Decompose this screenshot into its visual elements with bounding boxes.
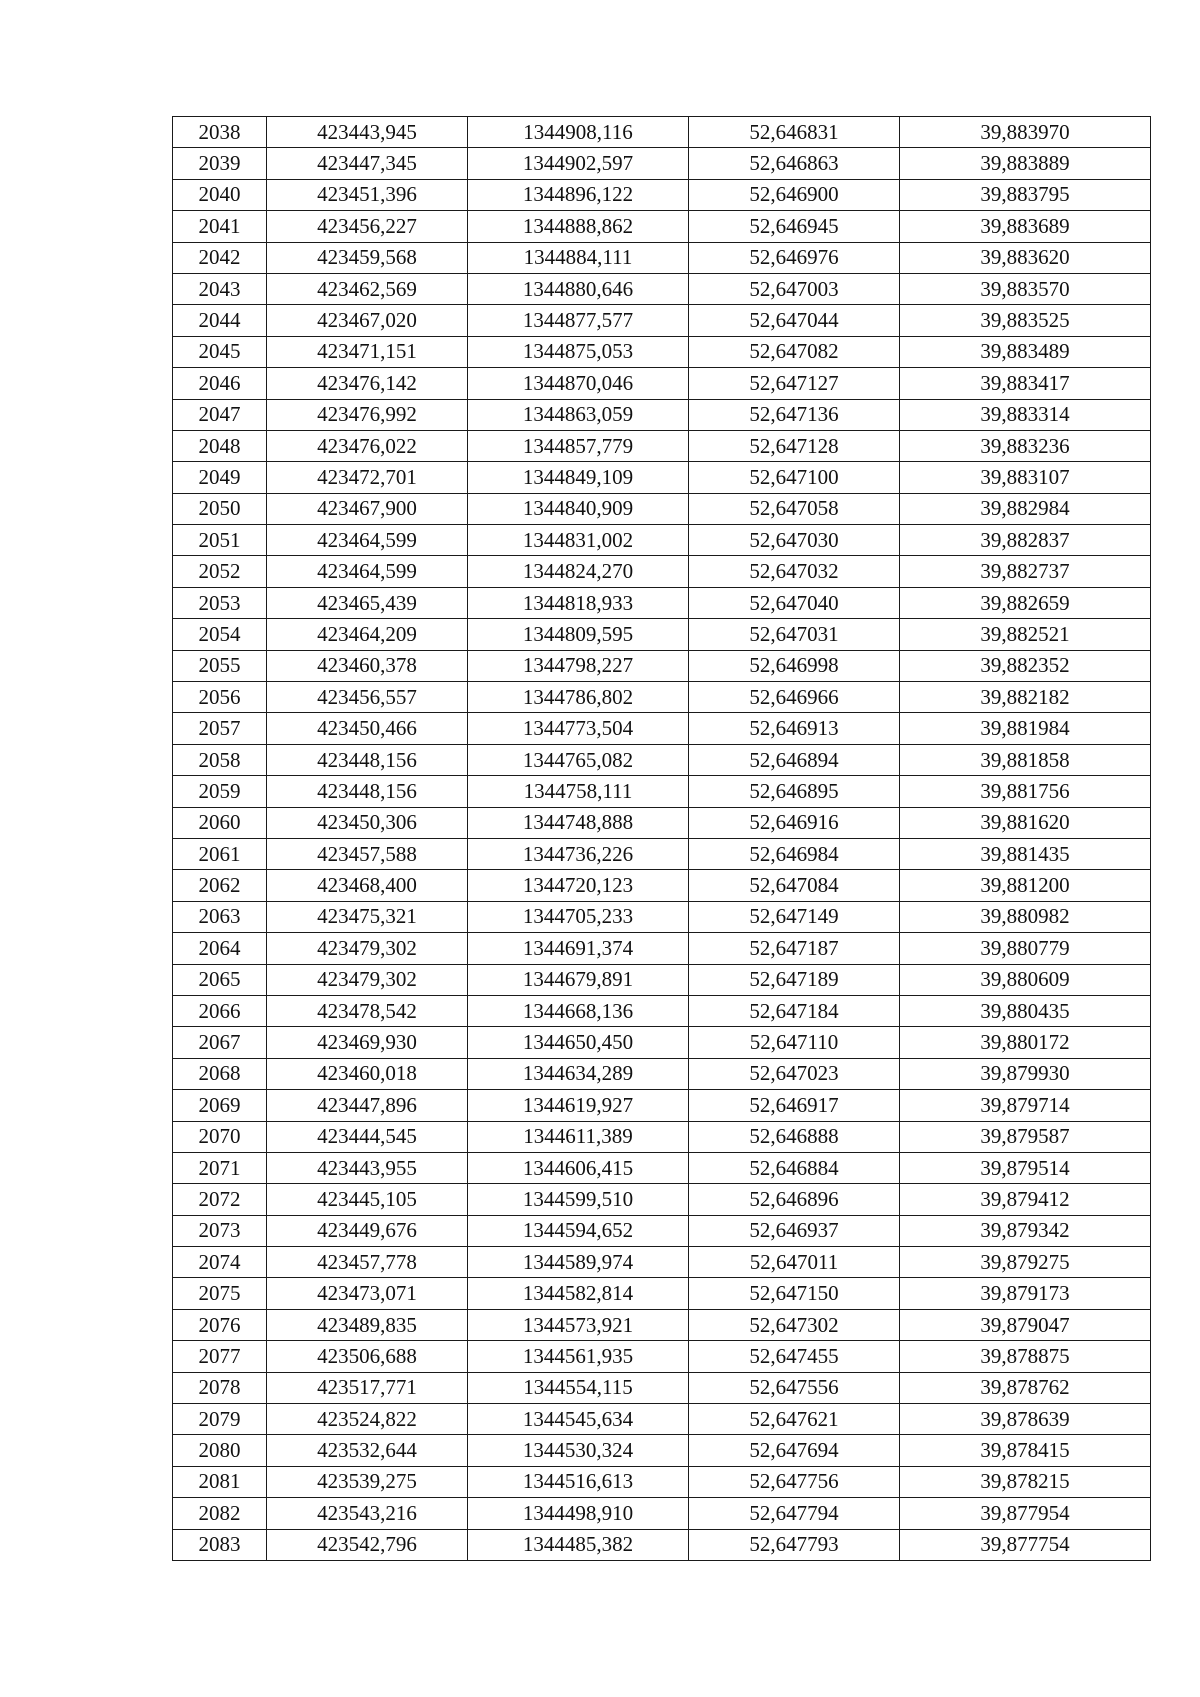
x-coordinate-cell: 423506,688 [267,1341,468,1372]
table-row [173,1404,1151,1435]
table-row [173,1152,1151,1183]
longitude-cell: 39,883489 [900,336,1151,367]
x-coordinate-cell: 423448,156 [267,744,468,775]
latitude-cell: 52,646976 [689,242,900,273]
table-row [173,744,1151,775]
x-coordinate-cell: 423456,227 [267,211,468,242]
x-coordinate-cell: 423467,020 [267,305,468,336]
y-coordinate-cell: 1344561,935 [468,1341,689,1372]
x-coordinate-cell: 423451,396 [267,179,468,210]
y-coordinate-cell: 1344530,324 [468,1435,689,1466]
latitude-cell: 52,646884 [689,1152,900,1183]
longitude-cell: 39,877754 [900,1529,1151,1560]
latitude-cell: 52,647149 [689,901,900,932]
y-coordinate-cell: 1344736,226 [468,838,689,869]
point-number-cell: 2048 [173,430,267,461]
longitude-cell: 39,880982 [900,901,1151,932]
y-coordinate-cell: 1344758,111 [468,776,689,807]
latitude-cell: 52,647184 [689,995,900,1026]
y-coordinate-cell: 1344599,510 [468,1184,689,1215]
y-coordinate-cell: 1344849,109 [468,462,689,493]
longitude-cell: 39,878639 [900,1404,1151,1435]
longitude-cell: 39,879587 [900,1121,1151,1152]
point-number-cell: 2044 [173,305,267,336]
point-number-cell: 2041 [173,211,267,242]
longitude-cell: 39,883795 [900,179,1151,210]
latitude-cell: 52,647003 [689,273,900,304]
table-row [173,493,1151,524]
point-number-cell: 2045 [173,336,267,367]
x-coordinate-cell: 423462,569 [267,273,468,304]
point-number-cell: 2069 [173,1090,267,1121]
y-coordinate-cell: 1344863,059 [468,399,689,430]
point-number-cell: 2068 [173,1058,267,1089]
y-coordinate-cell: 1344485,382 [468,1529,689,1560]
x-coordinate-cell: 423450,466 [267,713,468,744]
table-row [173,1247,1151,1278]
longitude-cell: 39,882182 [900,682,1151,713]
longitude-cell: 39,882521 [900,619,1151,650]
longitude-cell: 39,879930 [900,1058,1151,1089]
x-coordinate-cell: 423456,557 [267,682,468,713]
y-coordinate-cell: 1344902,597 [468,148,689,179]
y-coordinate-cell: 1344516,613 [468,1466,689,1497]
y-coordinate-cell: 1344877,577 [468,305,689,336]
latitude-cell: 52,646863 [689,148,900,179]
point-number-cell: 2046 [173,368,267,399]
latitude-cell: 52,647058 [689,493,900,524]
point-number-cell: 2080 [173,1435,267,1466]
latitude-cell: 52,647127 [689,368,900,399]
longitude-cell: 39,879275 [900,1247,1151,1278]
latitude-cell: 52,647011 [689,1247,900,1278]
y-coordinate-cell: 1344896,122 [468,179,689,210]
point-number-cell: 2063 [173,901,267,932]
longitude-cell: 39,878415 [900,1435,1151,1466]
latitude-cell: 52,647187 [689,933,900,964]
longitude-cell: 39,879047 [900,1309,1151,1340]
point-number-cell: 2062 [173,870,267,901]
latitude-cell: 52,646966 [689,682,900,713]
x-coordinate-cell: 423445,105 [267,1184,468,1215]
x-coordinate-cell: 423457,588 [267,838,468,869]
longitude-cell: 39,879342 [900,1215,1151,1246]
longitude-cell: 39,879412 [900,1184,1151,1215]
y-coordinate-cell: 1344668,136 [468,995,689,1026]
x-coordinate-cell: 423478,542 [267,995,468,1026]
point-number-cell: 2061 [173,838,267,869]
y-coordinate-cell: 1344824,270 [468,556,689,587]
x-coordinate-cell: 423476,142 [267,368,468,399]
table-row [173,1435,1151,1466]
y-coordinate-cell: 1344831,002 [468,525,689,556]
table-row [173,807,1151,838]
point-number-cell: 2038 [173,117,267,148]
y-coordinate-cell: 1344818,933 [468,587,689,618]
table-row [173,211,1151,242]
longitude-cell: 39,881858 [900,744,1151,775]
longitude-cell: 39,878215 [900,1466,1151,1497]
coordinates-table-body [173,117,1151,1561]
x-coordinate-cell: 423457,778 [267,1247,468,1278]
point-number-cell: 2070 [173,1121,267,1152]
table-row [173,1341,1151,1372]
longitude-cell: 39,879514 [900,1152,1151,1183]
longitude-cell: 39,880609 [900,964,1151,995]
x-coordinate-cell: 423489,835 [267,1309,468,1340]
x-coordinate-cell: 423479,302 [267,964,468,995]
x-coordinate-cell: 423448,156 [267,776,468,807]
table-row [173,619,1151,650]
x-coordinate-cell: 423473,071 [267,1278,468,1309]
x-coordinate-cell: 423464,209 [267,619,468,650]
latitude-cell: 52,646945 [689,211,900,242]
point-number-cell: 2082 [173,1498,267,1529]
table-row [173,682,1151,713]
table-row [173,242,1151,273]
table-row [173,148,1151,179]
point-number-cell: 2040 [173,179,267,210]
latitude-cell: 52,647793 [689,1529,900,1560]
table-row [173,368,1151,399]
point-number-cell: 2049 [173,462,267,493]
longitude-cell: 39,883689 [900,211,1151,242]
point-number-cell: 2054 [173,619,267,650]
longitude-cell: 39,880779 [900,933,1151,964]
latitude-cell: 52,646896 [689,1184,900,1215]
point-number-cell: 2039 [173,148,267,179]
y-coordinate-cell: 1344573,921 [468,1309,689,1340]
longitude-cell: 39,877954 [900,1498,1151,1529]
latitude-cell: 52,647694 [689,1435,900,1466]
table-row [173,1058,1151,1089]
latitude-cell: 52,646888 [689,1121,900,1152]
point-number-cell: 2073 [173,1215,267,1246]
x-coordinate-cell: 423447,896 [267,1090,468,1121]
y-coordinate-cell: 1344786,802 [468,682,689,713]
y-coordinate-cell: 1344870,046 [468,368,689,399]
y-coordinate-cell: 1344884,111 [468,242,689,273]
point-number-cell: 2050 [173,493,267,524]
latitude-cell: 52,647756 [689,1466,900,1497]
y-coordinate-cell: 1344857,779 [468,430,689,461]
point-number-cell: 2074 [173,1247,267,1278]
latitude-cell: 52,647556 [689,1372,900,1403]
table-row [173,933,1151,964]
x-coordinate-cell: 423476,022 [267,430,468,461]
table-row [173,587,1151,618]
y-coordinate-cell: 1344611,389 [468,1121,689,1152]
y-coordinate-cell: 1344619,927 [468,1090,689,1121]
y-coordinate-cell: 1344773,504 [468,713,689,744]
y-coordinate-cell: 1344679,891 [468,964,689,995]
longitude-cell: 39,880435 [900,995,1151,1026]
latitude-cell: 52,647136 [689,399,900,430]
point-number-cell: 2076 [173,1309,267,1340]
longitude-cell: 39,882837 [900,525,1151,556]
longitude-cell: 39,881756 [900,776,1151,807]
latitude-cell: 52,646900 [689,179,900,210]
y-coordinate-cell: 1344720,123 [468,870,689,901]
point-number-cell: 2043 [173,273,267,304]
x-coordinate-cell: 423476,992 [267,399,468,430]
point-number-cell: 2081 [173,1466,267,1497]
table-row [173,556,1151,587]
x-coordinate-cell: 423447,345 [267,148,468,179]
x-coordinate-cell: 423542,796 [267,1529,468,1560]
y-coordinate-cell: 1344606,415 [468,1152,689,1183]
latitude-cell: 52,646937 [689,1215,900,1246]
longitude-cell: 39,883417 [900,368,1151,399]
longitude-cell: 39,882352 [900,650,1151,681]
table-row [173,870,1151,901]
x-coordinate-cell: 423467,900 [267,493,468,524]
x-coordinate-cell: 423465,439 [267,587,468,618]
latitude-cell: 52,646917 [689,1090,900,1121]
table-row [173,430,1151,461]
longitude-cell: 39,882984 [900,493,1151,524]
longitude-cell: 39,881620 [900,807,1151,838]
point-number-cell: 2053 [173,587,267,618]
point-number-cell: 2052 [173,556,267,587]
latitude-cell: 52,646831 [689,117,900,148]
latitude-cell: 52,647621 [689,1404,900,1435]
y-coordinate-cell: 1344498,910 [468,1498,689,1529]
longitude-cell: 39,883525 [900,305,1151,336]
x-coordinate-cell: 423464,599 [267,525,468,556]
table-row [173,964,1151,995]
y-coordinate-cell: 1344545,634 [468,1404,689,1435]
longitude-cell: 39,878875 [900,1341,1151,1372]
table-row [173,1309,1151,1340]
latitude-cell: 52,646913 [689,713,900,744]
x-coordinate-cell: 423539,275 [267,1466,468,1497]
longitude-cell: 39,881435 [900,838,1151,869]
y-coordinate-cell: 1344594,652 [468,1215,689,1246]
longitude-cell: 39,883970 [900,117,1151,148]
table-row [173,273,1151,304]
y-coordinate-cell: 1344691,374 [468,933,689,964]
longitude-cell: 39,879714 [900,1090,1151,1121]
x-coordinate-cell: 423450,306 [267,807,468,838]
y-coordinate-cell: 1344840,909 [468,493,689,524]
point-number-cell: 2059 [173,776,267,807]
latitude-cell: 52,646895 [689,776,900,807]
x-coordinate-cell: 423464,599 [267,556,468,587]
point-number-cell: 2079 [173,1404,267,1435]
latitude-cell: 52,646998 [689,650,900,681]
x-coordinate-cell: 423543,216 [267,1498,468,1529]
latitude-cell: 52,647189 [689,964,900,995]
point-number-cell: 2042 [173,242,267,273]
y-coordinate-cell: 1344554,115 [468,1372,689,1403]
point-number-cell: 2060 [173,807,267,838]
table-row [173,117,1151,148]
x-coordinate-cell: 423472,701 [267,462,468,493]
longitude-cell: 39,881984 [900,713,1151,744]
table-row [173,901,1151,932]
point-number-cell: 2072 [173,1184,267,1215]
latitude-cell: 52,647150 [689,1278,900,1309]
table-row [173,305,1151,336]
latitude-cell: 52,647044 [689,305,900,336]
longitude-cell: 39,883314 [900,399,1151,430]
y-coordinate-cell: 1344875,053 [468,336,689,367]
y-coordinate-cell: 1344798,227 [468,650,689,681]
point-number-cell: 2083 [173,1529,267,1560]
latitude-cell: 52,647110 [689,1027,900,1058]
table-row [173,1215,1151,1246]
longitude-cell: 39,879173 [900,1278,1151,1309]
table-row [173,1529,1151,1560]
point-number-cell: 2047 [173,399,267,430]
table-row [173,1498,1151,1529]
y-coordinate-cell: 1344589,974 [468,1247,689,1278]
point-number-cell: 2077 [173,1341,267,1372]
longitude-cell: 39,881200 [900,870,1151,901]
y-coordinate-cell: 1344634,289 [468,1058,689,1089]
latitude-cell: 52,647023 [689,1058,900,1089]
x-coordinate-cell: 423524,822 [267,1404,468,1435]
longitude-cell: 39,882659 [900,587,1151,618]
x-coordinate-cell: 423479,302 [267,933,468,964]
latitude-cell: 52,647084 [689,870,900,901]
x-coordinate-cell: 423532,644 [267,1435,468,1466]
table-row [173,1121,1151,1152]
longitude-cell: 39,882737 [900,556,1151,587]
latitude-cell: 52,647082 [689,336,900,367]
table-row [173,179,1151,210]
latitude-cell: 52,647032 [689,556,900,587]
x-coordinate-cell: 423444,545 [267,1121,468,1152]
point-number-cell: 2057 [173,713,267,744]
latitude-cell: 52,647128 [689,430,900,461]
y-coordinate-cell: 1344765,082 [468,744,689,775]
table-row [173,1090,1151,1121]
table-row [173,525,1151,556]
point-number-cell: 2055 [173,650,267,681]
latitude-cell: 52,647030 [689,525,900,556]
x-coordinate-cell: 423475,321 [267,901,468,932]
table-row [173,838,1151,869]
point-number-cell: 2058 [173,744,267,775]
table-row [173,995,1151,1026]
table-row [173,1372,1151,1403]
y-coordinate-cell: 1344705,233 [468,901,689,932]
x-coordinate-cell: 423459,568 [267,242,468,273]
latitude-cell: 52,647031 [689,619,900,650]
y-coordinate-cell: 1344880,646 [468,273,689,304]
y-coordinate-cell: 1344582,814 [468,1278,689,1309]
table-row [173,650,1151,681]
table-row [173,399,1151,430]
y-coordinate-cell: 1344748,888 [468,807,689,838]
latitude-cell: 52,647100 [689,462,900,493]
latitude-cell: 52,646984 [689,838,900,869]
y-coordinate-cell: 1344650,450 [468,1027,689,1058]
longitude-cell: 39,883889 [900,148,1151,179]
longitude-cell: 39,883107 [900,462,1151,493]
x-coordinate-cell: 423471,151 [267,336,468,367]
latitude-cell: 52,647794 [689,1498,900,1529]
point-number-cell: 2078 [173,1372,267,1403]
x-coordinate-cell: 423469,930 [267,1027,468,1058]
point-number-cell: 2067 [173,1027,267,1058]
table-row [173,462,1151,493]
x-coordinate-cell: 423460,018 [267,1058,468,1089]
longitude-cell: 39,880172 [900,1027,1151,1058]
table-row [173,336,1151,367]
table-row [173,713,1151,744]
point-number-cell: 2066 [173,995,267,1026]
x-coordinate-cell: 423468,400 [267,870,468,901]
latitude-cell: 52,647040 [689,587,900,618]
latitude-cell: 52,647302 [689,1309,900,1340]
y-coordinate-cell: 1344908,116 [468,117,689,148]
point-number-cell: 2065 [173,964,267,995]
point-number-cell: 2056 [173,682,267,713]
x-coordinate-cell: 423460,378 [267,650,468,681]
y-coordinate-cell: 1344888,862 [468,211,689,242]
point-number-cell: 2064 [173,933,267,964]
longitude-cell: 39,883570 [900,273,1151,304]
x-coordinate-cell: 423517,771 [267,1372,468,1403]
longitude-cell: 39,883236 [900,430,1151,461]
latitude-cell: 52,647455 [689,1341,900,1372]
point-number-cell: 2051 [173,525,267,556]
longitude-cell: 39,878762 [900,1372,1151,1403]
table-row [173,1184,1151,1215]
x-coordinate-cell: 423449,676 [267,1215,468,1246]
table-row [173,1027,1151,1058]
x-coordinate-cell: 423443,945 [267,117,468,148]
point-number-cell: 2071 [173,1152,267,1183]
x-coordinate-cell: 423443,955 [267,1152,468,1183]
y-coordinate-cell: 1344809,595 [468,619,689,650]
point-number-cell: 2075 [173,1278,267,1309]
table-row [173,776,1151,807]
longitude-cell: 39,883620 [900,242,1151,273]
table-row [173,1466,1151,1497]
coordinates-table [172,116,1151,1561]
latitude-cell: 52,646916 [689,807,900,838]
latitude-cell: 52,646894 [689,744,900,775]
table-row [173,1278,1151,1309]
